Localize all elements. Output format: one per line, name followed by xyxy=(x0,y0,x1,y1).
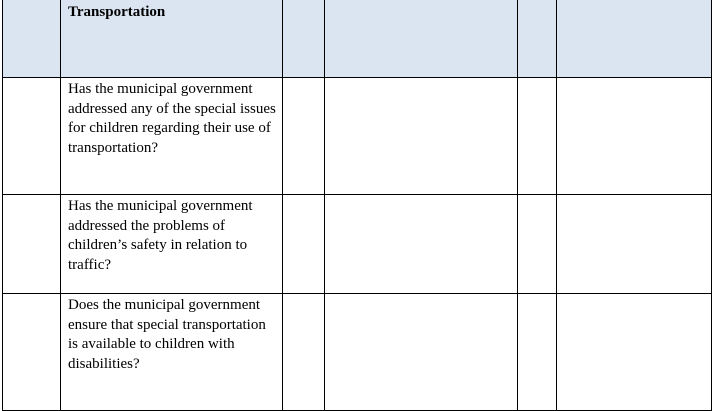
answer-cell[interactable] xyxy=(557,294,712,411)
header-blank-cell xyxy=(325,0,518,78)
answer-cell[interactable] xyxy=(283,294,325,411)
answer-cell[interactable] xyxy=(283,78,325,195)
table-row xyxy=(3,78,712,195)
question-text: Has the municipal government addressed the problems of children’s safety in relation to traffic? xyxy=(61,195,283,294)
answer-cell[interactable] xyxy=(325,78,518,195)
question-text: Has the municipal government addressed any of the special issues for children regarding their use of transportation? xyxy=(61,78,283,195)
answer-cell[interactable] xyxy=(325,294,518,411)
answer-cell[interactable] xyxy=(557,78,712,195)
checklist-table xyxy=(2,0,712,411)
answer-cell[interactable] xyxy=(518,195,557,294)
answer-cell[interactable] xyxy=(283,195,325,294)
answer-cell[interactable] xyxy=(325,195,518,294)
table-row xyxy=(3,195,712,294)
answer-cell[interactable] xyxy=(518,78,557,195)
table-header-row xyxy=(3,0,712,78)
header-blank-cell xyxy=(283,0,325,78)
header-blank-cell xyxy=(518,0,557,78)
question-text: Does the municipal government ensure that special transportation is available to children with disabilities? xyxy=(61,294,283,411)
row-number-cell xyxy=(3,195,61,294)
row-number-cell xyxy=(3,294,61,411)
table-row xyxy=(3,294,712,411)
header-blank-cell xyxy=(557,0,712,78)
header-blank-cell xyxy=(3,0,61,78)
answer-cell[interactable] xyxy=(557,195,712,294)
answer-cell[interactable] xyxy=(518,294,557,411)
section-heading: Transportation xyxy=(61,0,283,78)
row-number-cell xyxy=(3,78,61,195)
